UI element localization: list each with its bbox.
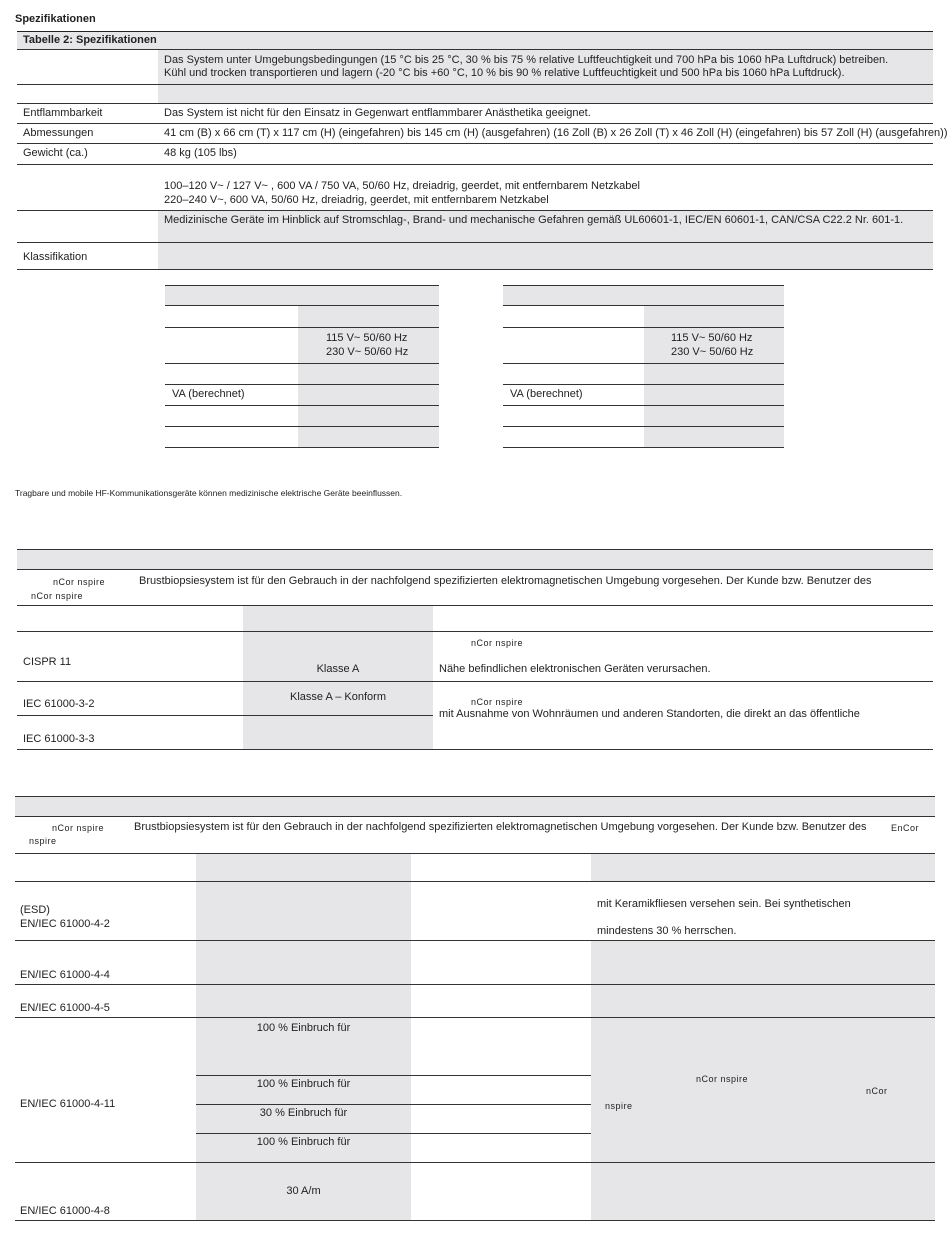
emission-harmonics-label: IEC 61000-3-2 <box>23 698 95 710</box>
emission-flicker-label: IEC 61000-3-3 <box>23 733 95 745</box>
emission-harmonics-level: Klasse A – Konform <box>290 691 386 703</box>
spec-value-power-2: 220–240 V~, 600 VA, 50/60 Hz, dreiadrig, geerdet, mit entfernbarem Netzkabel <box>164 194 549 206</box>
spec-value-standards: Medizinische Geräte im Hinblick auf Stromschlag-, Brand- und mechanische Gefahren gemäß UL60601-1, IEC/EN 60601-1, CAN/CSA C22.2 Nr. 601-1. <box>164 214 904 226</box>
mag-level: 30 A/m <box>286 1185 321 1197</box>
power-right-volt-2: 230 V~ 50/60 Hz <box>671 346 754 358</box>
dips-level-2: 100 % Einbruch für <box>256 1078 351 1090</box>
dips-level-3: 30 % Einbruch für <box>259 1107 348 1119</box>
eft-label: EN/IEC 61000-4-4 <box>20 969 110 981</box>
esd-env-2: mindestens 30 % herrschen. <box>597 925 737 937</box>
power-left-volt-1: 115 V~ 50/60 Hz <box>326 332 408 344</box>
dips-env-brand-1: nCor nspire <box>696 1074 749 1084</box>
spec-label-flammability: Entflammbarkeit <box>23 107 103 119</box>
spec-value-power-1: 100–120 V~ / 127 V~ , 600 VA / 750 VA, 50/60 Hz, dreiadrig, geerdet, mit entfernbarem Netzkabel <box>164 180 640 192</box>
esd-label-2: EN/IEC 61000-4-2 <box>20 918 110 930</box>
dips-env-brand-3: nspire <box>605 1101 633 1111</box>
spec-label-dimensions: Abmessungen <box>23 127 94 139</box>
dips-label: EN/IEC 61000-4-11 <box>20 1098 116 1110</box>
power-right-volt-1: 115 V~ 50/60 Hz <box>671 332 753 344</box>
emission-intro-brand-2: nCor nspire <box>31 591 84 601</box>
emission-harmonics-env: mit Ausnahme von Wohnräumen und anderen Standorten, die direkt an das öffentliche <box>439 708 860 720</box>
power-left-va-label: VA (berechnet) <box>172 388 245 400</box>
emission-cispr-brand: nCor nspire <box>471 638 524 648</box>
mag-label: EN/IEC 61000-4-8 <box>20 1205 110 1217</box>
section-title: Spezifikationen <box>15 13 96 25</box>
dips-env-brand-2: nCor <box>866 1086 888 1096</box>
emission-cispr-label: CISPR 11 <box>23 656 72 668</box>
dips-level-1: 100 % Einbruch für <box>256 1022 351 1034</box>
spec-table-caption: Tabelle 2: Spezifikationen <box>23 34 157 46</box>
spec-value-weight: 48 kg (105 lbs) <box>164 147 237 159</box>
power-right-va-label: VA (berechnet) <box>510 388 583 400</box>
storage-conditions-text: Kühl und trocken transportieren und lagern (-20 °C bis +60 °C, 10 % bis 90 % relative Luftfeuchtigkeit und 500 hPa bis 1060 hPa Luftdruck). <box>164 67 845 79</box>
dips-level-4: 100 % Einbruch für <box>256 1136 351 1148</box>
spec-label-classification: Klassifikation <box>23 251 88 263</box>
spec-value-dimensions: 41 cm (B) x 66 cm (T) x 117 cm (H) (eingefahren) bis 145 cm (H) (ausgefahren) (16 Zoll (B) x 26 Zoll (T) x 46 Zoll (H) (eingefahren) bis 57 Zoll (H) (ausgefahren)) <box>164 127 948 139</box>
power-left-volt-2: 230 V~ 50/60 Hz <box>326 346 409 358</box>
surge-label: EN/IEC 61000-4-5 <box>20 1002 110 1014</box>
esd-env-1: mit Keramikfliesen versehen sein. Bei synthetischen <box>597 898 851 910</box>
immunity-intro-text: Brustbiopsiesystem ist für den Gebrauch in der nachfolgend spezifizierten elektromagnetischen Umgebung vorgesehen. Der Kunde bzw. Benutzer des <box>134 821 867 833</box>
emission-cispr-level: Klasse A <box>316 663 360 675</box>
hf-note: Tragbare und mobile HF-Kommunikationsgeräte können medizinische elektrische Geräte beeinflussen. <box>15 488 403 498</box>
emission-harmonics-brand: nCor nspire <box>471 697 524 707</box>
immunity-intro-brand-2: nspire <box>29 836 57 846</box>
immunity-intro-brand-end: EnCor <box>891 823 920 833</box>
operating-conditions-text: Das System unter Umgebungsbedingungen (15 °C bis 25 °C, 30 % bis 75 % relative Luftfeuchtigkeit und 700 hPa bis 1060 hPa Luftdruck) betreiben. <box>164 54 889 66</box>
emission-intro-text: Brustbiopsiesystem ist für den Gebrauch in der nachfolgend spezifizierten elektromagnetischen Umgebung vorgesehen. Der Kunde bzw. Benutzer des <box>139 575 872 587</box>
spec-value-flammability: Das System ist nicht für den Einsatz in Gegenwart entflammbarer Anästhetika geeignet. <box>164 107 591 119</box>
esd-label-1: (ESD) <box>20 904 50 916</box>
immunity-intro-brand-1: nCor nspire <box>52 823 105 833</box>
spec-label-weight: Gewicht (ca.) <box>23 147 88 159</box>
emission-cispr-env: Nähe befindlichen elektronischen Geräten verursachen. <box>439 663 711 675</box>
emission-intro-brand-1: nCor nspire <box>53 577 106 587</box>
